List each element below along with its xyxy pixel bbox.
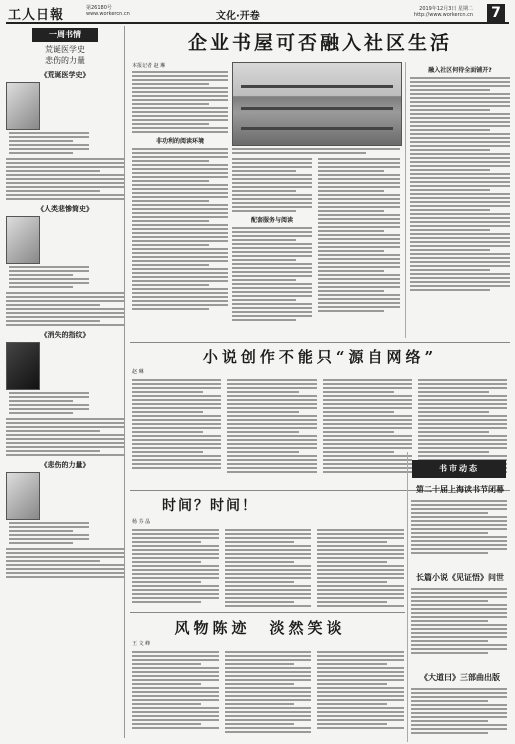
photo-caption [232, 146, 400, 156]
sidebar-item-title: 《大道曰》三部曲出版 [420, 673, 500, 682]
sidebar-item-title: 长篇小说《见证悟》问世 [416, 573, 504, 582]
left-title-1: 荒诞医学史 [45, 45, 85, 54]
masthead-meta [86, 5, 130, 17]
time-byline: 杨 芬 晶 [132, 519, 151, 525]
date-text: 2019年12月3日 星期二 [419, 6, 473, 12]
sidebar-item-body [411, 686, 507, 740]
lead-subhead-2: 配套服务与阅读 [250, 217, 293, 224]
book-review-text [9, 264, 89, 290]
time-headline: 时间？时间！ [162, 498, 258, 514]
sidebar-item-body [411, 586, 507, 666]
book-review-text [9, 390, 89, 416]
left-column [6, 26, 125, 738]
book-title: 《人类悲惨简史》 [37, 204, 93, 213]
book-title: 《荒诞医学史》 [40, 70, 90, 79]
book-entry [6, 70, 124, 200]
site-url: http://www.workercn.cn [413, 12, 473, 18]
book-cover-image [6, 472, 40, 520]
book-review-text [9, 130, 89, 156]
paper-name: 工人日報 [8, 8, 65, 23]
sidebar-item-title: 第二十届上海读书节闭幕 [416, 485, 504, 494]
scenery-headline: 风物陈迹 淡然笑谈 [174, 619, 346, 637]
book-title: 《消失的指纹》 [40, 330, 90, 339]
masthead-issue: 第26180号 [86, 5, 112, 11]
book-entry [6, 460, 124, 578]
left-title-2: 悲伤的力量 [45, 56, 85, 65]
book-cover-image [6, 342, 40, 390]
book-news-badge: 书市动态 [412, 460, 506, 478]
masthead-url: www.workercn.cn [86, 11, 130, 17]
novel-byline: 赵 琳 [132, 369, 144, 375]
lead-article-col2 [232, 156, 312, 338]
masthead [6, 4, 509, 24]
book-title: 《悲伤的力量》 [40, 460, 90, 469]
lead-article-col4 [410, 62, 510, 338]
lead-byline: 本报记者 赵 琳 [132, 63, 166, 69]
book-entry [6, 330, 124, 456]
lead-subhead-1: 非功利的阅读环境 [155, 138, 204, 145]
scenery-byline: 王 文 峰 [132, 641, 151, 647]
novel-headline: 小说创作不能只“源自网络” [202, 348, 438, 366]
book-review-text [9, 520, 89, 546]
sidebar-item-body [411, 498, 507, 562]
section-name: 文化·开卷 [216, 11, 260, 22]
time-article-body [132, 518, 404, 610]
lead-article-col3 [318, 156, 400, 338]
lead-headline: 企业书屋可否融入社区生活 [187, 32, 452, 54]
scenery-article-body [132, 640, 404, 740]
lead-article-col1 [132, 62, 228, 338]
lead-subhead-3: 融入社区何待全面铺开? [428, 67, 492, 74]
bookshelf-photo [232, 62, 402, 146]
book-cover-image [6, 82, 40, 130]
book-cover-image [6, 216, 40, 264]
page-number: 7 [487, 4, 505, 22]
weekly-books-banner: 一周书情 [32, 28, 98, 42]
masthead-date [414, 6, 473, 18]
book-entry [6, 204, 124, 326]
